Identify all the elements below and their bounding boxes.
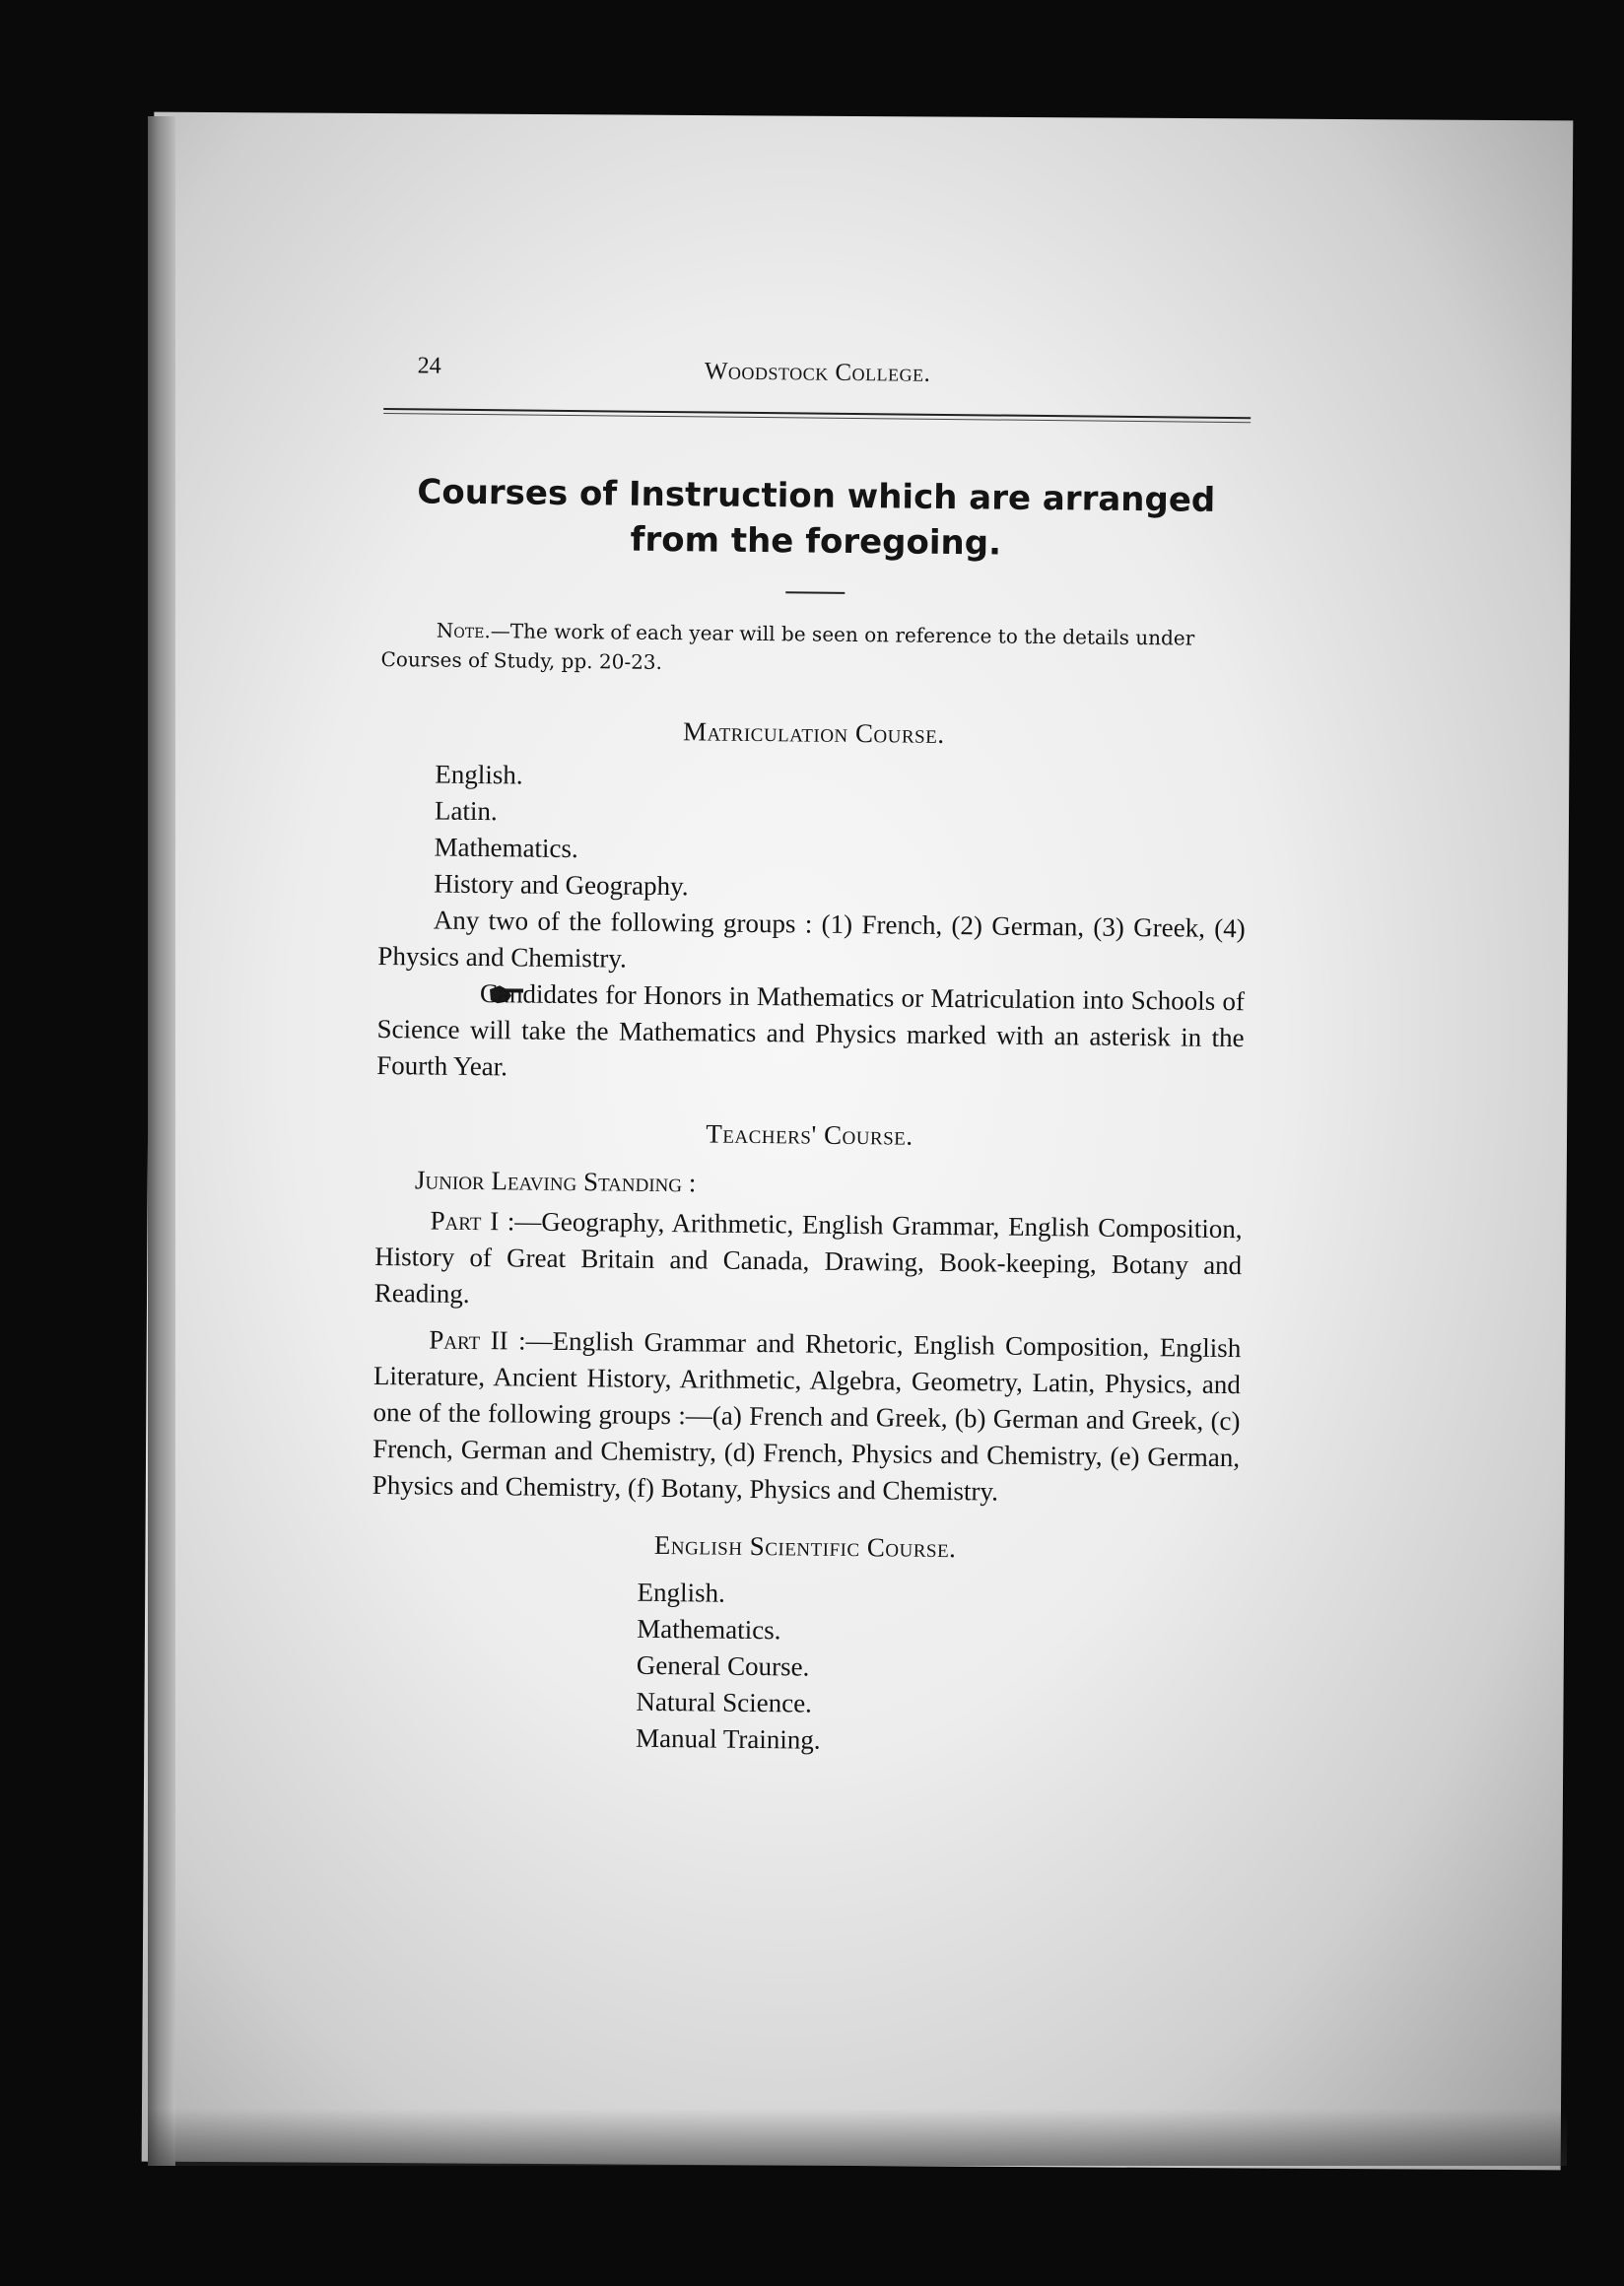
pointing-hand-icon [433,978,470,1000]
page-bottom-shadow [148,2109,1567,2166]
part-two-text: :—English Grammar and Rhetoric, English Composition, English Literature, Ancient History, Arithmetic, Algebra, Geometry, Latin, Physics, and one of the following groups :—(a) French and Greek, (b) German and Greek, (c) French, German and Chemistry, (d) French, Physics and Chemistry, (e) German, Physics and Chemistry, (f) Botany, Physics and Chemistry. [372,1325,1242,1507]
english-scientific-subject-list [636,1575,1239,1763]
page-number: 24 [417,353,441,379]
title-line-1: Courses of Instruction which are arranged [417,472,1216,520]
part-one-paragraph [374,1202,1243,1320]
matriculation-groups: Any two of the following groups : (1) French, (2) German, (3) Greek, (4) Physics and Chemistry. [377,905,1246,974]
part-one-text: :—Geography, Arithmetic, English Grammar, English Composition, History of Great Britain and Canada, Drawing, Book-keeping, Botany and Reading. [373,1206,1243,1309]
header-rule [383,408,1251,423]
matriculation-subject-list [434,757,1248,911]
list-item: English. [637,1577,726,1608]
list-item: Latin. [434,795,498,827]
list-item: Mathematics. [637,1613,781,1646]
page-text [370,335,1252,1763]
english-scientific-heading: English Scientific Course. [653,1529,957,1564]
part-two-paragraph [372,1321,1242,1513]
page-title [382,469,1251,569]
note-paragraph [380,615,1249,683]
list-item: English. [435,759,523,790]
note-text: —The work of each year will be seen on reference to the details under Courses of Study, pp. 20-23. [380,619,1195,674]
honors-text: Candidates for Honors in Mathematics or Matriculation into Schools of Science will take the Mathematics and Physics marked with an asterisk in the Fourth Year. [376,978,1246,1082]
page-header [383,335,1251,393]
junior-leaving-heading: Junior Leaving Standing : [414,1165,697,1198]
teachers-heading: Teachers' Course. [706,1118,914,1151]
list-item: General Course. [636,1649,810,1682]
note-label: Note. [436,618,491,643]
honors-note [376,975,1245,1093]
list-item: History and Geography. [434,868,689,902]
running-head: Woodstock College. [704,358,931,387]
part-one-label: Part I [430,1205,500,1237]
title-line-2: from the foregoing. [630,519,1002,564]
part-two-label: Part II [429,1324,508,1356]
list-item: Manual Training. [635,1722,821,1755]
title-rule [785,591,845,594]
list-item: Natural Science. [636,1686,813,1718]
matriculation-heading: Matriculation Course. [682,716,945,749]
list-item: Mathematics. [434,832,578,864]
page-binding-edge [148,116,175,2166]
